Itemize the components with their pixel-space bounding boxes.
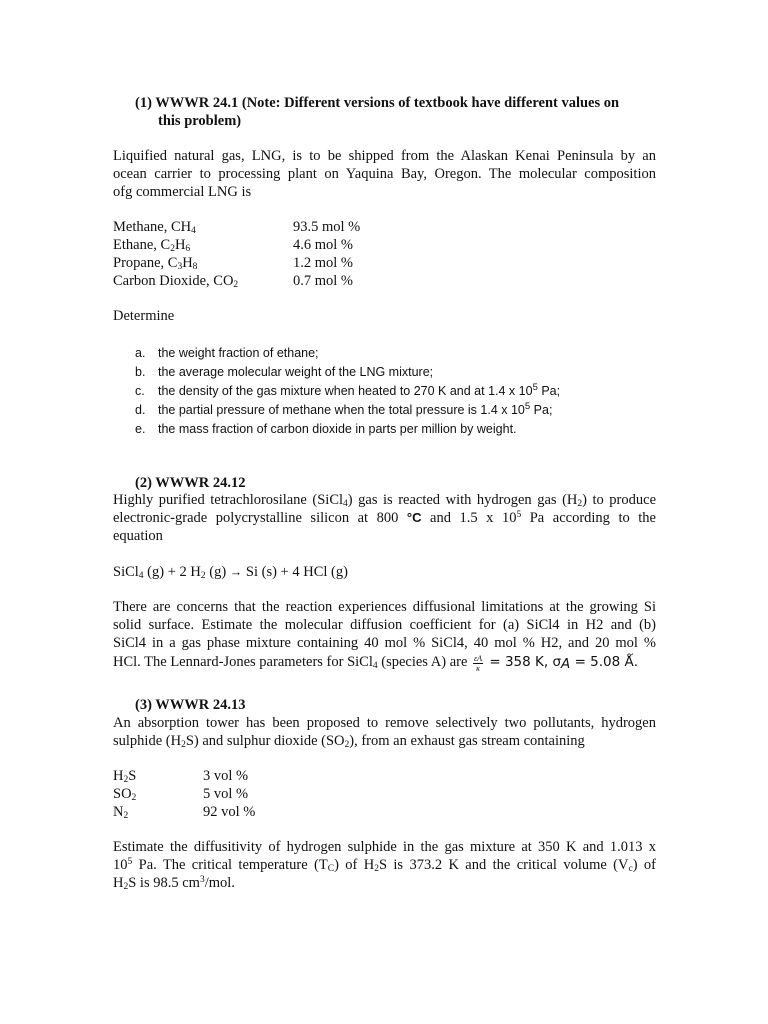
q2-para-line1: Highly purified tetrachlorosilane (SiCl$_4$) gas is reacted with hydrogen gas $(H_2)$ to produce: [113, 492, 657, 509]
epsilon-over-kappa: $\frac{\varepsilon A}{\kappa}$: [474, 654, 483, 673]
composition-row: Propane, $C_3H_8$ 1.2 mol %: [113, 255, 354, 272]
q3-para-line1: An absorption tower has been proposed to remove selectively two pollutants, hydrogen: [113, 715, 656, 731]
reaction-equation: SiCl$_4$ (g) + 2 $H_2$ (g) → Si (s) + 4 HCl (g): [113, 564, 348, 581]
determine-label: Determine: [113, 308, 175, 324]
gas-row: $H_2S$ 3 vol %: [113, 768, 249, 785]
q1-para-line3: ofg commercial LNG is: [113, 184, 252, 200]
composition-row: Ethane, $C_2H_6$ 4.6 mol %: [113, 237, 354, 254]
q3-para2-line3: $H_2S$ is 98.5 $cm^3$/mol.: [113, 875, 235, 892]
q3-para2-line2: $10^5$ Pa. The critical temperature $(T_C)$ of $H_2S$ is 373.2 K and the critical volume $(V_c)$ of: [113, 857, 657, 874]
q1-title-line2: this problem): [158, 113, 242, 129]
q2-para-line3: equation: [113, 528, 163, 544]
q1-para-line1: Liquified natural gas, LNG, is to be shipped from the Alaskan Kenai Peninsula by an: [113, 148, 656, 164]
q1-title-line1: (1) WWWR 24.1 (Note: Different versions of textbook have different values on: [135, 95, 620, 111]
q1-para-line2: ocean carrier to processing plant on Yaquina Bay, Oregon. The molecular composition: [113, 166, 656, 182]
arrow-icon: →: [229, 565, 243, 579]
q2-para2-line3: SiCl4 in a gas phase mixture containing 40 mol % SiCl4, 40 mol % H2, and 20 mol %: [113, 635, 656, 651]
q3-para2-line1: Estimate the diffusitivity of hydrogen sulphide in the gas mixture at 350 K and 1.013 x: [113, 839, 656, 855]
composition-row: Methane, $CH_4$ 93.5 mol %: [113, 219, 361, 236]
gas-row: $N_2$ 92 vol %: [113, 804, 256, 821]
q2-para2-line4: HCl. The Lennard-Jones parameters for SiCl$_4$ (species A) are $\frac{\varepsilon A}{\kappa}$ = 358 K, $\sigma_A = 5.08$ Ǻ.: [113, 654, 639, 673]
gas-row: $SO_2$ 5 vol %: [113, 786, 249, 803]
q2-para2-line2: solid surface. Estimate the molecular diffusion coefficient for (a) SiCl4 in H2 and (b): [113, 617, 656, 633]
q3-title: (3) WWWR 24.13: [135, 697, 246, 713]
q2-title: (2) WWWR 24.12: [135, 475, 246, 491]
q2-para-line2: electronic-grade polycrystalline silicon at 800 °C and 1.5 x $10^5$ Pa according to the: [113, 510, 656, 526]
q2-para2-line1: There are concerns that the reaction experiences diffusional limitations at the growing Si: [113, 599, 656, 615]
q3-para-line2: sulphide $(H_2S)$ and sulphur dioxide $(SO_2)$, from an exhaust gas stream containing: [113, 733, 585, 750]
composition-row: Carbon Dioxide, $CO_2$ 0.7 mol %: [113, 273, 354, 290]
